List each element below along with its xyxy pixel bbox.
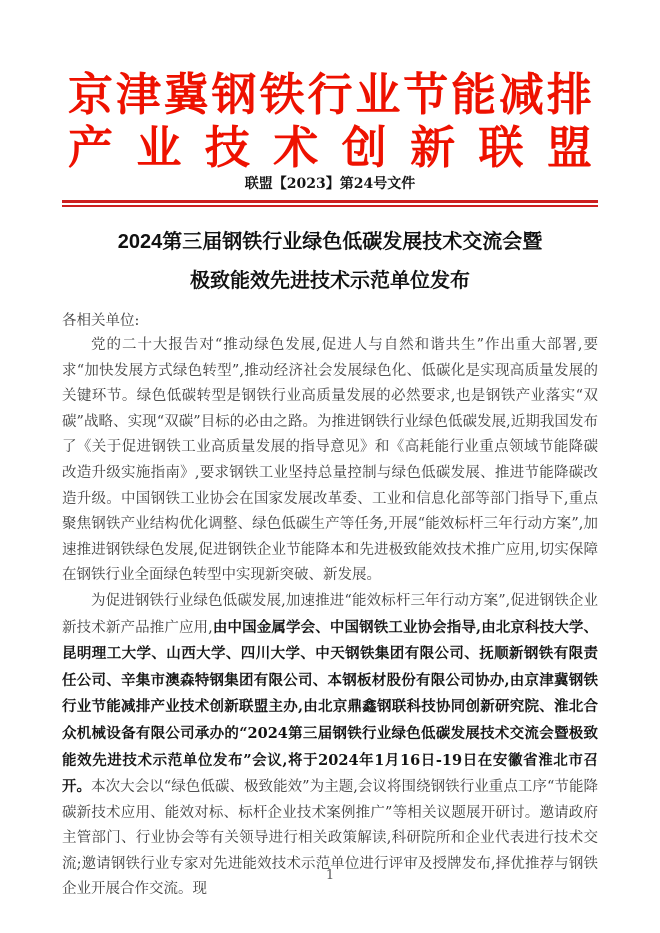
red-divider-rule <box>62 200 598 207</box>
org-name-line2: 产 业 技 术 创 新 联 盟 <box>68 121 592 173</box>
paragraph-1: 党的二十大报告对“推动绿色发展,促进人与自然和谐共生”作出重大部署,要求“加快发展方式绿色转型”,推动经济社会发展绿色化、低碳化是实现高质量发展的关键环节。绿色低碳转型是钢铁行业高质量发展的必然要求,也是钢铁产业落实“双碳”战略、实现“双碳”目标的必由之路。为推进钢铁行业绿色低碳发展,近期我国发布了《关于促进钢铁工业高质量发展的指导意见》和《高耗能行业重点领域节能降碳改造升级实施指南》,要求钢铁工业坚持总量控制与绿色低碳发展、推进节能降碳改造升级。中国钢铁工业协会在国家发展改革委、工业和信息化部等部门指导下,重点聚焦钢铁产业结构优化调整、绿色低碳生产等任务,开展“能效标杆三年行动方案”,加速推进钢铁绿色发展,促进钢铁企业节能降本和先进极致能效技术推广应用,切实保障在钢铁行业全面绿色转型中实现新突破、新发展。 <box>62 337 598 584</box>
document-title-line1: 2024第三届钢铁行业绿色低碳发展技术交流会暨 <box>117 231 543 253</box>
salutation: 各相关单位: <box>62 313 140 329</box>
paragraph-2-intro: 为促进钢铁行业绿色低碳发展,加速推进“能效标杆三年行动方案”,促进钢铁企业新技术新产品推广应用, <box>62 592 598 636</box>
letterhead <box>0 0 660 207</box>
document-title-line2: 极致能效先进技术示范单位发布 <box>190 270 470 292</box>
paragraph-2-theme: 本次大会以“绿色低碳、极致能效”为主题,会议将围绕钢铁行业重点工序“节能降碳新技术应用、能效对标、标杆企业技术案例推广”等相关议题展开研讨。邀请政府主管部门、行业协会等有关领导进行相关政策解读,科研院所和企业代表进行技术交流;邀请钢铁行业专家对先进能效技术示范单位进行评审及授牌发布,择优推荐与钢铁企业开展合作交流。现 <box>62 779 598 898</box>
page-number: 1 <box>325 868 335 883</box>
rule-line-top <box>62 200 598 203</box>
document-body <box>62 223 598 903</box>
rule-line-bottom <box>62 205 598 207</box>
document-title <box>62 223 598 301</box>
org-name-line1: 京 津 冀 钢 铁 行 业 节 能 减 排 <box>68 68 592 120</box>
paragraph-2-organizers: 由中国金属学会、中国钢铁工业协会指导,由北京科技大学、昆明理工大学、山西大学、四川大学、中天钢铁集团有限公司、抚顺新钢铁有限责任公司、辛集市澳森特钢集团有限公司、本钢板材股份有限公司协办,由京津冀钢铁行业节能减排产业技术创新联盟主办,由北京鼎鑫钢联科技协同创新研究院、淮北合众机械设备有限公司承办的“2024第三届钢铁行业绿色低碳发展技术交流会暨极致能效先进技术示范单位发布”会议,将于2024年1月16日-19日在安徽省淮北市召开。 <box>62 618 599 796</box>
document-number: 联盟【2023】第24号文件 <box>244 176 416 192</box>
paragraph-2 <box>62 589 598 903</box>
